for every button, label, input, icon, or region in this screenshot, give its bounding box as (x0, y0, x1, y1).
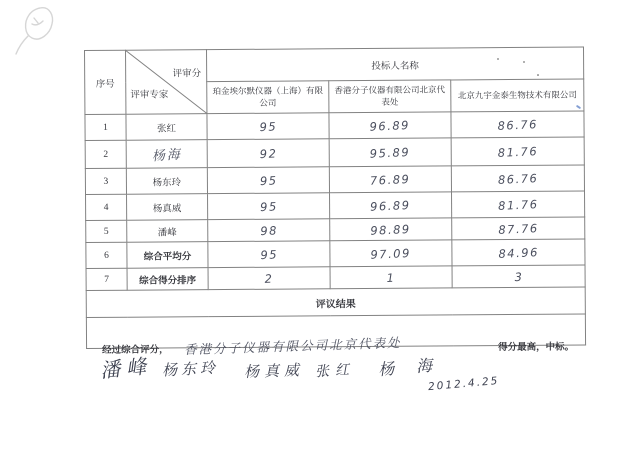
score-cell: 95 (208, 193, 330, 220)
score-cell: 98.89 (330, 218, 452, 241)
score-cell: 95.89 (329, 138, 451, 167)
score-cell: 97.09 (330, 240, 452, 267)
diagonal-label-expert: 评审专家 (130, 90, 169, 101)
score-cell: 96.89 (329, 112, 451, 139)
score-cell: 86.76 (451, 111, 584, 138)
score-cell: 81.76 (451, 137, 584, 166)
diagonal-label-score: 评审分 (172, 69, 202, 80)
bidder-company-2: 香港分子仪器有限公司北京代表处 (329, 80, 451, 113)
score-cell: 1 (330, 266, 452, 289)
header-row-1 (85, 47, 584, 82)
signature: 张红 (314, 361, 356, 381)
score-cell: 95 (208, 241, 330, 268)
row-number: 2 (85, 140, 126, 168)
score-cell: 87.76 (452, 217, 585, 240)
score-cell: 95 (207, 113, 329, 140)
table-row (86, 239, 585, 268)
expert-name: 杨海 (126, 140, 207, 169)
result-prefix: 经过综合评分， (102, 345, 169, 356)
expert-name: 张红 (126, 114, 207, 141)
result-header-row (86, 287, 585, 317)
result-winner-handwritten: 香港分子仪器有限公司北京代表处 (183, 334, 402, 358)
table-row (86, 191, 585, 220)
row-number: 1 (85, 114, 126, 140)
table-row (85, 137, 584, 168)
score-cell: 98 (208, 219, 330, 242)
pen-scribble-icon (10, 2, 60, 60)
score-table-wrap (84, 47, 586, 358)
expert-name: 潘峰 (127, 220, 208, 243)
result-line (87, 330, 585, 358)
score-cell: 2 (208, 267, 330, 290)
result-suffix: 得分最高，中标。 (498, 342, 575, 354)
bidder-company-3: 北京九宇金泰生物技术有限公司 (451, 79, 584, 112)
expert-name: 杨东玲 (126, 168, 207, 195)
row-number: 5 (86, 220, 127, 242)
result-header: 评议结果 (86, 287, 585, 317)
table-row (85, 111, 584, 140)
col-header-no: 序号 (85, 50, 126, 114)
signature: 杨东玲 (161, 358, 220, 380)
result-row (86, 314, 585, 348)
row-number: 7 (86, 268, 127, 290)
signature: 杨海 (377, 353, 455, 380)
expert-name: 杨真威 (127, 194, 208, 221)
signature: 杨真威 (243, 360, 305, 382)
score-cell: 84.96 (452, 239, 585, 266)
score-table (84, 47, 586, 358)
expert-name: 综合得分排序 (127, 268, 208, 291)
row-number: 6 (86, 242, 127, 268)
score-cell: 81.76 (451, 191, 584, 218)
score-cell: 76.89 (329, 166, 451, 193)
signature-date: 2012.4.25 (427, 374, 500, 394)
diagonal-line (126, 50, 206, 114)
score-cell: 3 (452, 265, 585, 288)
score-cell: 86.76 (451, 165, 584, 192)
score-cell: 95 (207, 167, 329, 194)
table-row (85, 165, 584, 194)
score-cell: 92 (207, 139, 329, 168)
diagonal-header-cell (126, 50, 207, 115)
score-cell: 96.89 (330, 192, 452, 219)
row-number: 3 (85, 168, 126, 194)
signature: 潘峰 (99, 353, 154, 383)
bidder-company-1: 珀金埃尔默仪器（上海）有限公司 (207, 81, 329, 114)
bidder-name-header: 投标人名称 (207, 47, 584, 82)
row-number: 4 (86, 194, 127, 220)
expert-name: 综合平均分 (127, 242, 208, 269)
